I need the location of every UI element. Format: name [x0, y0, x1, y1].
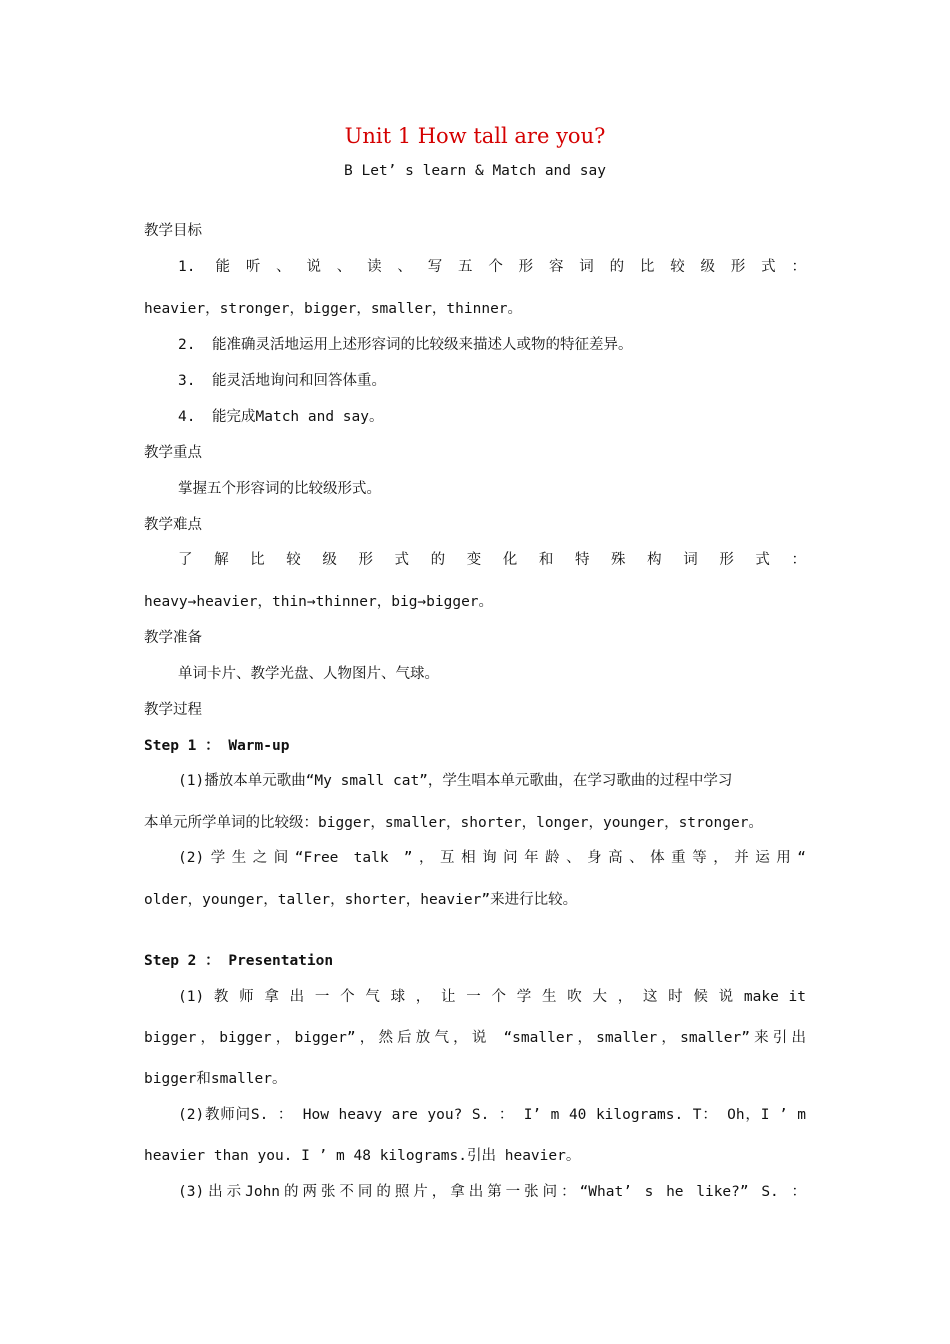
difficulties-text-b: heavy→heavier，thin→thinner，big→bigger。 [144, 594, 494, 610]
objective-4-text: 能完成Match and say。 [212, 409, 384, 425]
step-2-paragraph-2-b: heavier than you. I ’ m 48 kilograms.引出 heavier。 [144, 1148, 581, 1164]
objective-1-line-b: heavier，stronger，bigger，smaller，thinner。 [144, 301, 523, 317]
objective-1-text: 能 听 、 说 、 读 、 写 五 个 形 容 词 的 比 较 级 形 式 ： [212, 259, 806, 275]
difficulties-heading: 教学难点 [144, 517, 202, 533]
process-heading: 教学过程 [144, 702, 202, 718]
objective-3-text: 能灵活地询问和回答体重。 [212, 373, 386, 389]
key-points-heading: 教学重点 [144, 445, 202, 461]
preparation-text: 单词卡片、教学光盘、人物图片、气球。 [178, 666, 439, 682]
objective-3-number: 3. [178, 373, 196, 389]
objective-1-line-a [178, 257, 806, 277]
objective-2-text: 能准确灵活地运用上述形容词的比较级来描述人或物的特征差异。 [212, 337, 633, 353]
objectives-heading: 教学目标 [144, 223, 202, 239]
preparation-heading: 教学准备 [144, 630, 202, 646]
page-subtitle: B Let’ s learn & Match and say [344, 163, 606, 179]
page-title: Unit 1 How tall are you? [344, 124, 606, 148]
step-2-paragraph-2-a: (2)教师问S. ： How heavy are you? S. ： I’ m 40 kilograms. T： Oh，I ’ m [178, 1107, 806, 1123]
step-1-title: Step 1 ： Warm-up [144, 738, 290, 754]
objective-2 [178, 335, 806, 355]
step-1-paragraph-2-b: older，younger，taller，shorter，heavier”来进行比较。 [144, 892, 578, 908]
step-2-paragraph-3-a: (3)出示John的两张不同的照片，拿出第一张问：“What’ s he like?” S. ： [178, 1184, 806, 1200]
step-2-paragraph-1-a: (1) 教 师 拿 出 一 个 气 球 ， 让 一 个 学 生 吹 大 ， 这 时 候 说 make it [178, 989, 806, 1005]
step-1-paragraph-1-a: (1)播放本单元歌曲“My small cat”，学生唱本单元歌曲，在学习歌曲的过程中学习 [178, 773, 733, 789]
step-2-title: Step 2 ： Presentation [144, 953, 334, 969]
objective-2-number: 2. [178, 337, 196, 353]
objective-1-number: 1. [178, 259, 196, 275]
step-1-paragraph-1-b: 本单元所学单词的比较级：bigger，smaller，shorter，longer，younger，stronger。 [144, 815, 763, 831]
difficulties-text-a: 了 解 比 较 级 形 式 的 变 化 和 特 殊 构 词 形 式 ： [178, 552, 806, 568]
step-2-paragraph-1-b: bigger，bigger，bigger”，然后放气，说 “smaller，smaller，smaller”来引出 [144, 1030, 806, 1046]
objective-4-number: 4. [178, 409, 196, 425]
objective-4 [178, 407, 806, 427]
objective-3 [178, 371, 806, 391]
key-points-text: 掌握五个形容词的比较级形式。 [178, 481, 381, 497]
step-1-paragraph-2-a: (2)学生之间“Free talk ”，互相询问年龄、身高、体重等，并运用“ [178, 850, 806, 866]
step-2-paragraph-1-c: bigger和smaller。 [144, 1071, 287, 1087]
